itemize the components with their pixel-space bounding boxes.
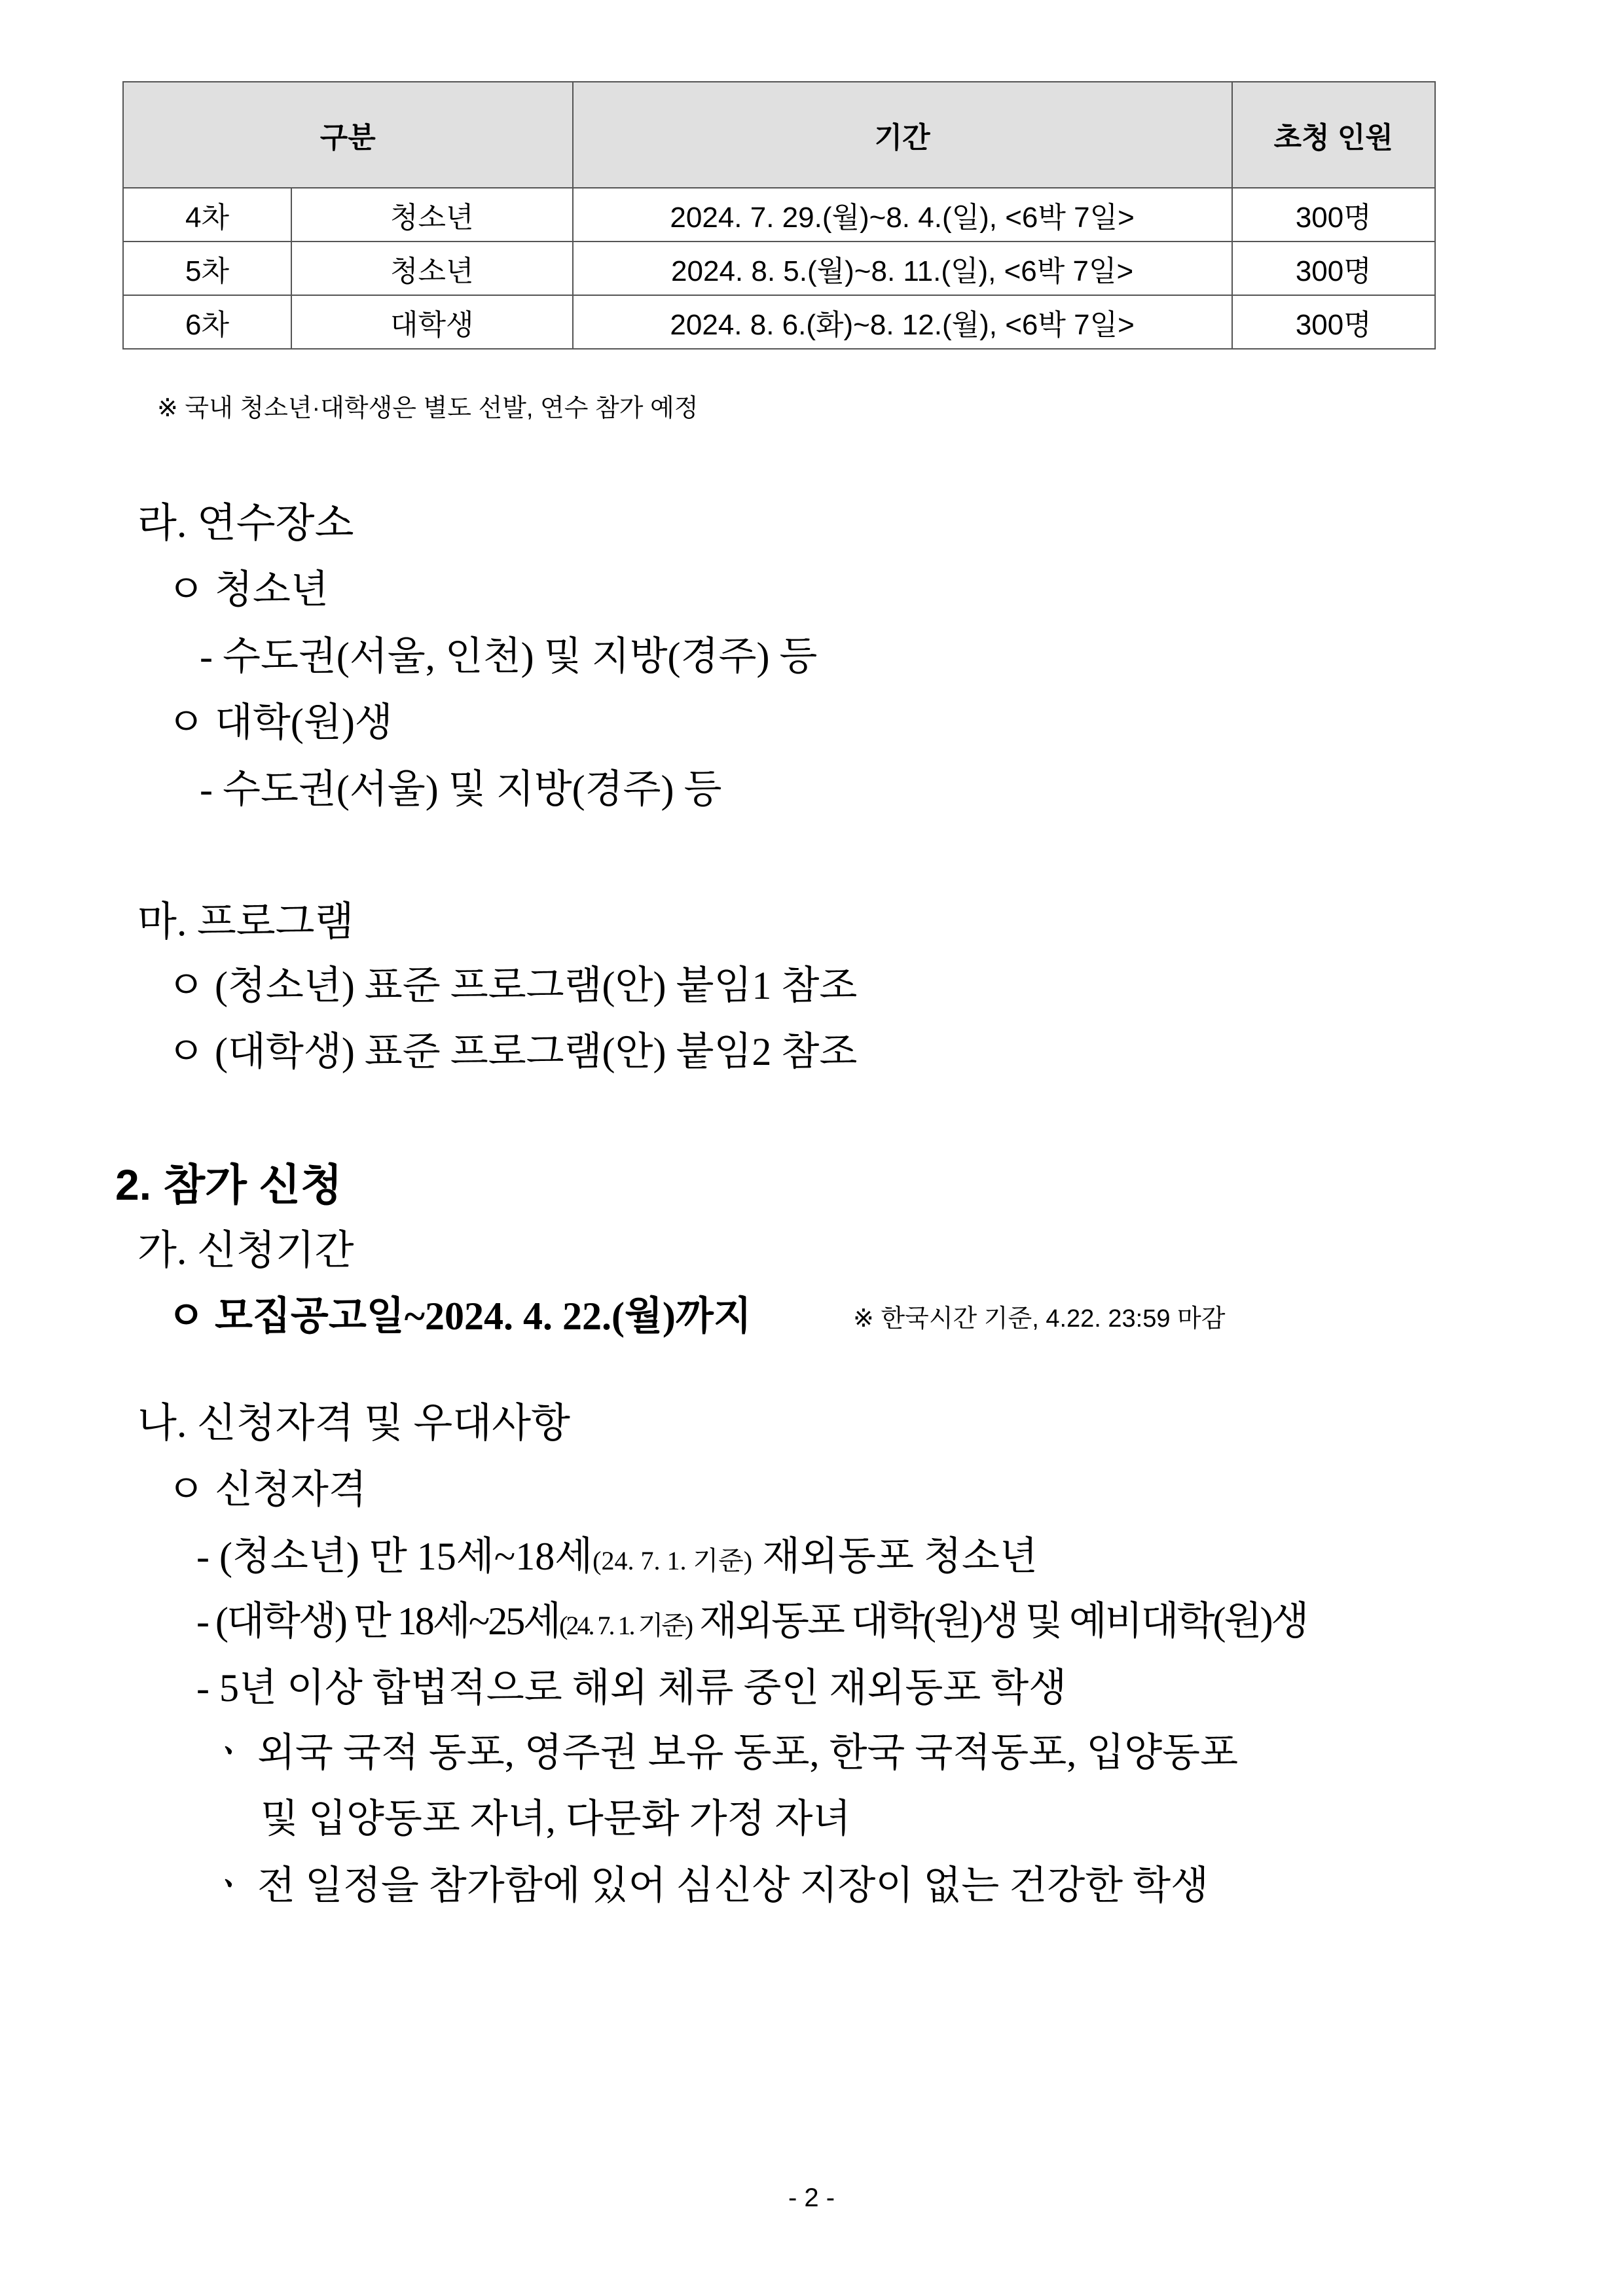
list-item: ㅇ (청소년) 표준 프로그램(안) 붙임1 참조 <box>167 964 858 1007</box>
cell-count: 300명 <box>1232 242 1435 295</box>
table-row <box>123 242 1435 295</box>
cell-group: 대학생 <box>291 295 573 349</box>
section-ga-title: 가. 신청기간 <box>137 1229 354 1273</box>
section-na-title: 나. 신청자격 및 우대사항 <box>137 1401 570 1446</box>
deadline-note: ※ 한국시간 기준, 4.22. 23:59 마감 <box>853 1305 1226 1333</box>
cell-period: 2024. 8. 5.(월)~8. 11.(일), <6박 7일> <box>573 242 1232 295</box>
eligibility-college: - (대학생) 만 18세~25세 <box>196 1600 560 1643</box>
section-ma-title: 마. 프로그램 <box>137 900 354 944</box>
header-period: 기간 <box>573 82 1232 188</box>
table-note: ※ 국내 청소년·대학생은 별도 선발, 연수 참가 예정 <box>157 395 699 422</box>
list-item: ㅇ (대학생) 표준 프로그램(안) 붙임2 참조 <box>167 1030 858 1073</box>
list-item: - 수도권(서울, 인천) 및 지방(경주) 등 <box>200 635 818 678</box>
eligibility-college-rest: 재외동포 대학(원)생 및 예비대학(원)생 <box>691 1600 1307 1643</box>
list-item: ㅇ 청소년 <box>167 568 329 611</box>
cell-period: 2024. 8. 6.(화)~8. 12.(월), <6박 7일> <box>573 295 1232 349</box>
header-count: 초청 인원 <box>1232 82 1435 188</box>
eligibility-youth-basis: (24. 7. 1. 기준) <box>593 1546 753 1575</box>
page-number: - 2 - <box>788 2183 835 2212</box>
list-item <box>196 1595 1307 1647</box>
eligibility-youth: - (청소년) 만 15세~18세 <box>196 1535 593 1578</box>
list-item: ㆍ 전 일정을 참가함에 있어 심신상 지장이 없는 건강한 학생 <box>210 1864 1209 1907</box>
cell-round: 4차 <box>123 188 291 242</box>
cell-round: 5차 <box>123 242 291 295</box>
section-ra-title: 라. 연수장소 <box>137 501 354 546</box>
header-category: 구분 <box>123 82 573 188</box>
cell-count: 300명 <box>1232 295 1435 349</box>
list-item: ㅇ 대학(원)생 <box>167 701 393 744</box>
eligibility-college-basis: (24. 7. 1. 기준) <box>559 1611 692 1640</box>
list-item: 및 입양동포 자녀, 다문화 가정 자녀 <box>261 1797 851 1840</box>
table-row <box>123 295 1435 349</box>
list-item: ㆍ 외국 국적 동포, 영주권 보유 동포, 한국 국적동포, 입양동포 <box>210 1731 1239 1774</box>
eligibility-subtitle: ㅇ 신청자격 <box>167 1468 367 1511</box>
cell-group: 청소년 <box>291 242 573 295</box>
list-item: - 5년 이상 합법적으로 해외 체류 중인 재외동포 학생 <box>196 1666 1067 1710</box>
list-item: - 수도권(서울) 및 지방(경주) 등 <box>200 768 722 811</box>
cell-round: 6차 <box>123 295 291 349</box>
table-header-row <box>123 82 1435 188</box>
section-2-title: 2. 참가 신청 <box>115 1160 342 1209</box>
schedule-table <box>122 81 1436 350</box>
list-item <box>196 1530 1038 1583</box>
application-period: ㅇ 모집공고일~2024. 4. 22.(월)까지 <box>167 1295 752 1338</box>
cell-period: 2024. 7. 29.(월)~8. 4.(일), <6박 7일> <box>573 188 1232 242</box>
table-row <box>123 188 1435 242</box>
cell-count: 300명 <box>1232 188 1435 242</box>
eligibility-youth-rest: 재외동포 청소년 <box>752 1535 1038 1578</box>
cell-group: 청소년 <box>291 188 573 242</box>
